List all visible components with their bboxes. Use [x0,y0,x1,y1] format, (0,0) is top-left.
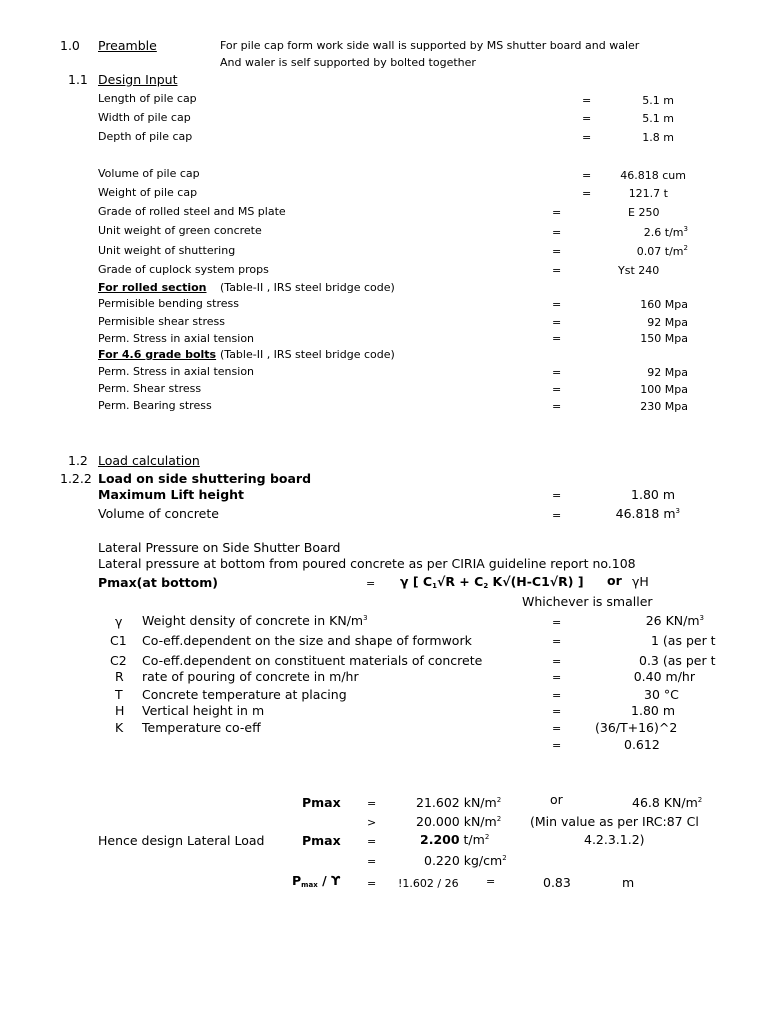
input-label: Depth of pile cap [98,130,193,143]
subheading-rolled-section: For rolled section [98,281,207,294]
equals-sign: = [367,797,377,810]
equals-sign: = [552,635,562,648]
equals-sign: = [552,655,562,668]
max-lift-value: 1.80 m [631,487,675,502]
subsection-title: Load on side shuttering board [98,471,312,486]
equals-sign: = [367,877,377,890]
param-description: Co-eff.dependent on constituent materials of concrete [142,653,483,668]
equals-sign: = [552,489,562,502]
input-value: 1.8 m [642,131,674,144]
param-value: 30 °C [644,687,679,702]
input-value: 46.818 cum [620,169,686,182]
equals-sign: = [582,112,592,125]
min-pressure-value: 20.000 $kN/m^2$ [416,814,502,829]
pmax-over-gamma-label: $P_{max}$ / ϒ [292,873,341,889]
design-load-kg-value: 0.220 $kg/cm^2$ [424,853,507,868]
design-load-value: 2.200 $t/m^2$ [420,832,490,847]
input-value: 100 Mpa [640,383,688,396]
param-value: 26 $KN/m^3$ [645,613,704,628]
equals-sign: = [552,264,562,277]
input-value: 5.1 m [642,94,674,107]
pmax-alt-value: 46.8 $KN/m^2$ [632,795,703,810]
section-number-design-input: 1.1 [68,72,88,87]
input-label: Grade of cuplock system props [98,263,269,276]
param-description: rate of pouring of concrete in m/hr [142,669,359,684]
equals-sign: = [552,705,562,718]
input-label: Perm. Shear stress [98,382,202,395]
param-symbol: T [115,687,123,702]
subsection-number: 1.2.2 [60,471,92,486]
param-description: Weight density of concrete in $KN/m^3$ [142,613,368,628]
equals-sign: = [552,671,562,684]
equals-sign: = [552,298,562,311]
param-symbol: H [115,703,125,718]
section-title-preamble: Preamble [98,38,157,53]
pmax-or: or [550,792,563,807]
input-label: Perm. Stress in axial tension [98,332,255,345]
ratio-expression: !1.602 / 26 [398,877,459,890]
pmax-bottom-label: Pmax(at bottom) [98,575,218,590]
param-symbol: C1 [110,633,127,648]
section-title-design-input: Design Input [98,72,178,87]
volume-value: 46.818 $m^3$ [615,506,680,521]
lateral-title: Lateral Pressure on Side Shutter Board [98,540,341,555]
equals-sign: = [367,835,377,848]
input-value: 121.7 t [628,187,668,200]
equals-sign: = [552,316,562,329]
input-value: 230 Mpa [640,400,688,413]
equals-sign: = [367,855,377,868]
equals-sign: = [552,366,562,379]
input-label: Permisible bending stress [98,297,239,310]
input-label: Unit weight of green concrete [98,224,262,237]
design-pmax-label: Pmax [302,833,341,848]
formula-or: or [607,573,622,588]
param-symbol: C2 [110,653,127,668]
equals-sign: = [552,739,562,752]
greater-than-sign: > [367,816,377,829]
param-value: 0.612 [624,737,660,752]
param-description: Vertical height in m [142,703,265,718]
input-label: Perm. Stress in axial tension [98,365,255,378]
param-value: 0.40 m/hr [633,669,695,684]
equals-sign: = [552,383,562,396]
equals-sign: = [552,400,562,413]
design-load-label: Hence design Lateral Load [98,833,265,848]
equals-sign: = [552,616,562,629]
input-value: Yst 240 [618,264,660,277]
input-value: 92 Mpa [647,366,688,379]
equals-sign: = [552,245,562,258]
input-label: Permisible shear stress [98,315,225,328]
equals-sign: = [552,332,562,345]
pmax-label: Pmax [302,795,341,810]
param-value: (36/T+16)^2 [595,720,678,735]
ratio-unit: m [622,875,635,890]
param-value: 1.80 m [631,703,675,718]
pmax-value: 21.602 $kN/m^2$ [416,795,502,810]
input-value: 2.6 $t/m^3$ [643,225,688,239]
input-label: Volume of pile cap [98,167,200,180]
param-description: Co-eff.dependent on the size and shape of formwork [142,633,472,648]
section-number-preamble: 1.0 [60,38,80,53]
equals-sign: = [552,509,562,522]
equals-sign: = [366,577,376,590]
input-label: Grade of rolled steel and MS plate [98,205,286,218]
ratio-value: 0.83 [543,875,571,890]
param-symbol: K [115,720,124,735]
min-value-note: (Min value as per IRC:87 Cl [530,814,699,829]
equals-sign: = [486,875,496,888]
equals-sign: = [552,689,562,702]
input-value: 160 Mpa [640,298,688,311]
equals-sign: = [582,94,592,107]
input-label: Length of pile cap [98,92,197,105]
param-value: 1 (as per t [651,633,716,648]
formula-alternative: γH [632,574,649,589]
input-value: 0.07 $t/m^2$ [636,244,688,258]
section-number-load-calc: 1.2 [68,453,88,468]
max-lift-label: Maximum Lift height [98,487,245,502]
input-value: 92 Mpa [647,316,688,329]
ciria-formula: γ [ $C_1√R + C_2$ K√(H-C1√R) ] [400,574,584,590]
equals-sign: = [582,131,592,144]
reference-note: (Table-II , IRS steel bridge code) [220,348,395,361]
lateral-description: Lateral pressure at bottom from poured concrete as per CIRIA guideline report no.108 [98,556,636,571]
subheading-bolts: For 4.6 grade bolts [98,348,217,361]
equals-sign: = [552,206,562,219]
min-value-clause: 4.2.3.1.2) [584,832,645,847]
input-label: Unit weight of shuttering [98,244,236,257]
section-title-load-calc: Load calculation [98,453,200,468]
equals-sign: = [582,169,592,182]
param-symbol: R [115,669,124,684]
equals-sign: = [552,226,562,239]
reference-note: (Table-II , IRS steel bridge code) [220,281,395,294]
input-value: 5.1 m [642,112,674,125]
input-value: E 250 [628,206,660,219]
param-description: Temperature co-eff [142,720,261,735]
preamble-line-1: For pile cap form work side wall is supported by MS shutter board and waler [220,39,640,52]
input-label: Width of pile cap [98,111,191,124]
param-value: 0.3 (as per t [639,653,716,668]
param-description: Concrete temperature at placing [142,687,347,702]
input-value: 150 Mpa [640,332,688,345]
input-label: Perm. Bearing stress [98,399,212,412]
preamble-line-2: And waler is self supported by bolted together [220,56,476,69]
equals-sign: = [582,187,592,200]
volume-label: Volume of concrete [98,506,219,521]
whichever-note: Whichever is smaller [522,594,653,609]
param-symbol: γ [115,614,123,629]
equals-sign: = [552,722,562,735]
input-label: Weight of pile cap [98,186,198,199]
